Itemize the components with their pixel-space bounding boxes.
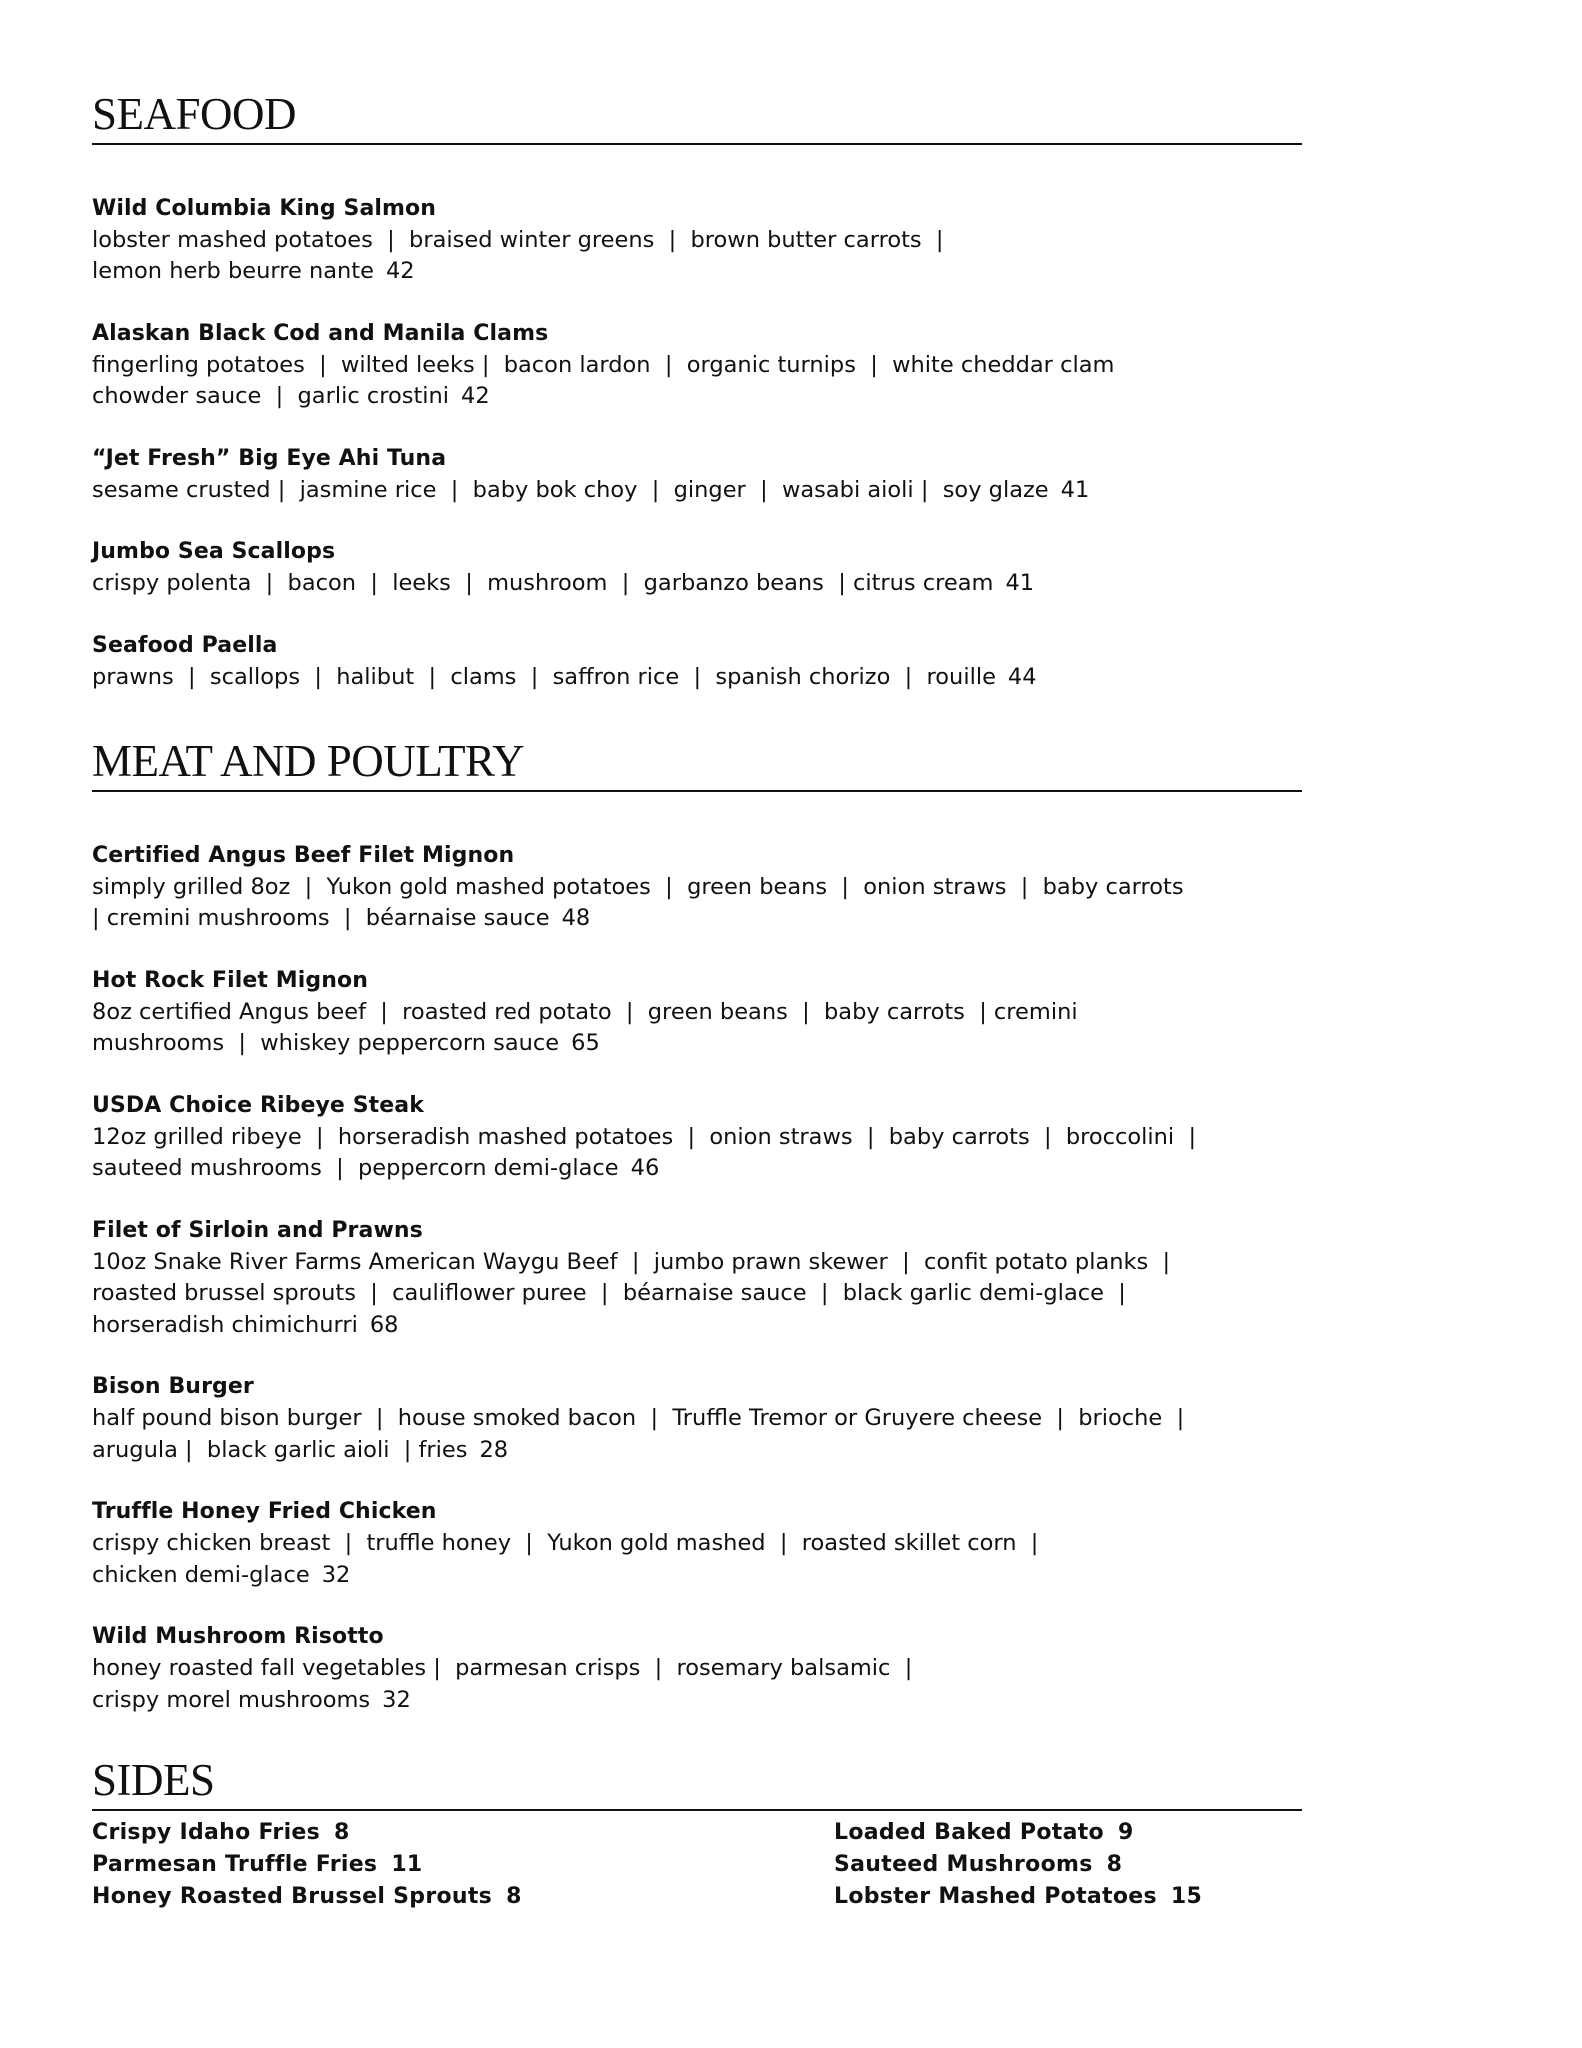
side-name: Lobster Mashed Potatoes <box>834 1883 1157 1909</box>
item-description <box>92 662 1302 694</box>
side-name: Loaded Baked Potato <box>834 1819 1104 1845</box>
menu-item <box>92 840 1302 935</box>
side-price: 8 <box>506 1883 522 1909</box>
item-name: USDA Choice Ribeye Steak <box>92 1092 424 1118</box>
item-desc-text: fingerling potatoes | wilted leeks | bacon lardon | organic turnips | white cheddar clam chowder sauce | garlic crostini <box>92 351 1115 410</box>
item-description <box>92 225 1302 288</box>
item-desc-text: sesame crusted | jasmine rice | baby bok choy | ginger | wasabi aioli | soy glaze <box>92 476 1049 503</box>
section-title-seafood: SEAFOOD <box>92 90 1302 145</box>
item-name: Alaskan Black Cod and Manila Clams <box>92 320 549 346</box>
menu-item <box>92 443 1302 507</box>
item-description <box>92 1403 1302 1466</box>
item-price: 42 <box>385 258 415 285</box>
item-desc-text: 12oz grilled ribeye | horseradish mashed potatoes | onion straws | baby carrots | broccolini | sauteed mushrooms | peppercorn demi-glace <box>92 1123 1197 1182</box>
item-description <box>92 568 1302 600</box>
item-price: 41 <box>1005 570 1035 597</box>
meat-section <box>92 737 1302 1716</box>
side-price: 11 <box>391 1851 423 1877</box>
item-name: Jumbo Sea Scallops <box>92 539 336 565</box>
item-price: 68 <box>369 1311 399 1338</box>
item-name: Seafood Paella <box>92 632 278 658</box>
item-desc-text: simply grilled 8oz | Yukon gold mashed potatoes | green beans | onion straws | baby carrots | cremini mushrooms | béarnaise sauce <box>92 873 1184 932</box>
item-price: 32 <box>321 1561 351 1588</box>
menu-item <box>92 965 1302 1060</box>
side-item <box>834 1881 1302 1913</box>
item-price: 28 <box>479 1436 509 1463</box>
item-price: 46 <box>630 1155 660 1182</box>
side-price: 8 <box>334 1819 350 1845</box>
item-description <box>92 872 1302 935</box>
sides-list <box>92 1817 1302 1913</box>
menu-item <box>92 1371 1302 1466</box>
item-price: 44 <box>1007 663 1037 690</box>
menu-item <box>92 1090 1302 1185</box>
side-price: 8 <box>1106 1851 1123 1877</box>
item-description <box>92 1653 1302 1716</box>
item-name: “Jet Fresh” Big Eye Ahi Tuna <box>92 445 447 471</box>
item-price: 65 <box>571 1030 600 1057</box>
side-name: Sauteed Mushrooms <box>834 1851 1093 1877</box>
item-name: Wild Mushroom Risotto <box>92 1624 384 1650</box>
item-desc-text: crispy polenta | bacon | leeks | mushroom | garbanzo beans | citrus cream <box>92 570 994 597</box>
side-item <box>92 1881 834 1913</box>
item-name: Wild Columbia King Salmon <box>92 195 437 221</box>
menu-item <box>92 193 1302 288</box>
item-price: 48 <box>561 905 591 932</box>
item-price: 42 <box>461 383 490 410</box>
section-title-sides: SIDES <box>92 1756 1302 1811</box>
menu-item <box>92 536 1302 600</box>
menu-page <box>92 84 1302 1913</box>
item-desc-text: lobster mashed potatoes | braised winter greens | brown butter carrots | lemon herb beurre nante <box>92 226 944 285</box>
menu-item <box>92 630 1302 694</box>
sides-section <box>92 1756 1302 1913</box>
item-desc-text: half pound bison burger | house smoked bacon | Truffle Tremor or Gruyere cheese | brioche | arugula | black garlic aioli | fries <box>92 1405 1185 1463</box>
menu-item <box>92 1496 1302 1591</box>
section-title-meat: MEAT AND POULTRY <box>92 737 1302 792</box>
meat-items <box>92 840 1302 1717</box>
seafood-section <box>92 90 1302 693</box>
item-desc-text: 8oz certified Angus beef | roasted red potato | green beans | baby carrots | cremini mushrooms | whiskey peppercorn sauce <box>92 998 1078 1057</box>
seafood-items <box>92 193 1302 694</box>
side-name: Parmesan Truffle Fries <box>92 1851 378 1877</box>
side-name: Crispy Idaho Fries <box>92 1819 321 1845</box>
side-item <box>834 1817 1302 1849</box>
item-desc-text: honey roasted fall vegetables | parmesan crisps | rosemary balsamic | crispy morel mushrooms <box>92 1655 913 1713</box>
item-name: Truffle Honey Fried Chicken <box>92 1499 437 1525</box>
side-price: 9 <box>1117 1819 1134 1845</box>
item-description <box>92 1528 1302 1591</box>
menu-item <box>92 318 1302 413</box>
side-item <box>92 1817 834 1849</box>
side-name: Honey Roasted Brussel Sprouts <box>92 1883 493 1909</box>
item-description <box>92 1247 1302 1342</box>
item-description <box>92 350 1302 413</box>
item-desc-text: prawns | scallops | halibut | clams | saffron rice | spanish chorizo | rouille <box>92 663 996 690</box>
item-desc-text: 10oz Snake River Farms American Waygu Beef | jumbo prawn skewer | confit potato planks | roasted brussel sprouts | cauliflower puree | béarnaise sauce | black garlic demi-glace | horseradish chimichurri <box>92 1248 1171 1338</box>
side-item <box>834 1849 1302 1881</box>
menu-item <box>92 1621 1302 1716</box>
side-price: 15 <box>1170 1883 1203 1909</box>
item-description <box>92 475 1302 507</box>
menu-item <box>92 1215 1302 1342</box>
item-name: Bison Burger <box>92 1374 254 1400</box>
item-price: 41 <box>1060 476 1090 503</box>
item-price: 32 <box>382 1686 411 1713</box>
item-name: Certified Angus Beef Filet Mignon <box>92 842 515 868</box>
item-name: Hot Rock Filet Mignon <box>92 967 369 993</box>
item-desc-text: crispy chicken breast | truffle honey | Yukon gold mashed | roasted skillet corn | chicken demi-glace <box>92 1530 1039 1588</box>
item-description <box>92 997 1302 1060</box>
item-description <box>92 1122 1302 1185</box>
item-name: Filet of Sirloin and Prawns <box>92 1217 423 1243</box>
side-item <box>92 1849 834 1881</box>
